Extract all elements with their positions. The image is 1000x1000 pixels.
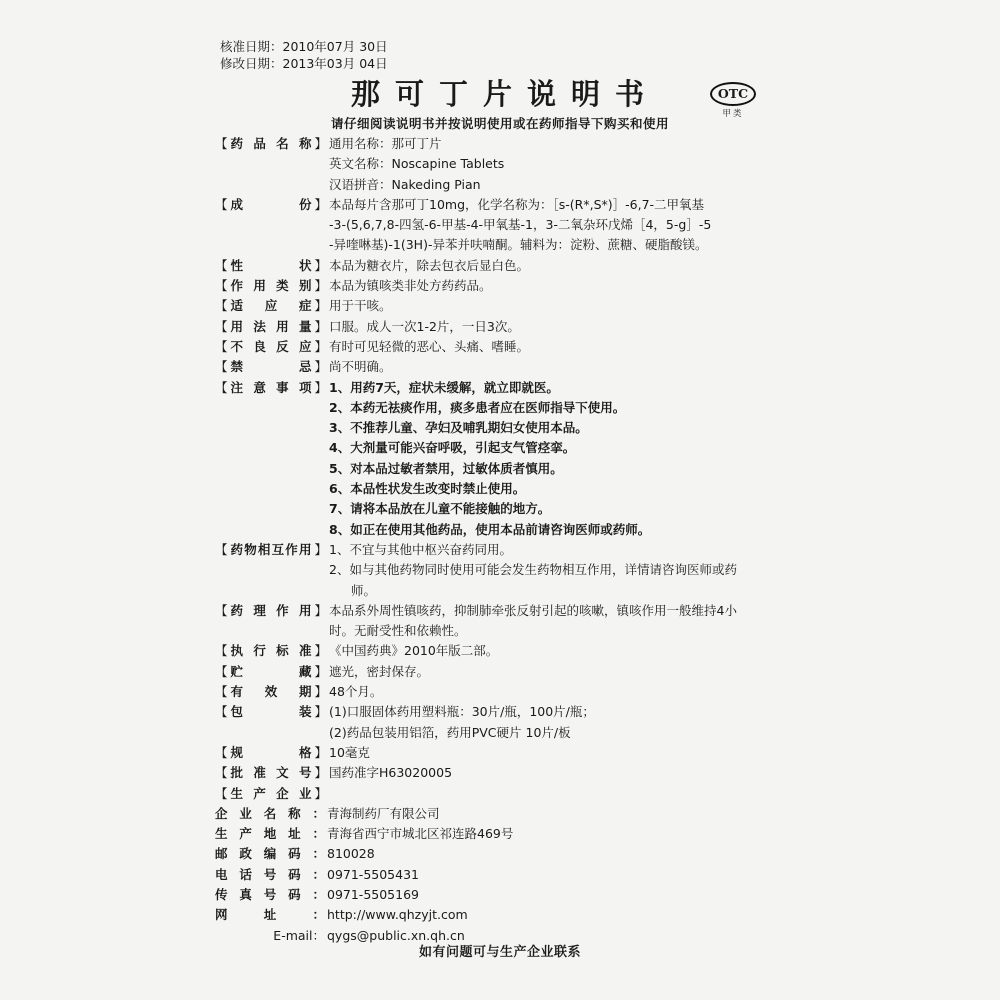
section-label-text: 适 应 症 xyxy=(230,298,312,314)
left-bracket: 【 xyxy=(215,602,228,618)
right-bracket: 】 xyxy=(314,379,327,395)
right-bracket: 】 xyxy=(314,765,327,781)
section-label-text: 作 用 类 别 xyxy=(230,278,312,294)
section-content xyxy=(329,337,785,357)
company-value: 810028 xyxy=(327,846,375,862)
right-bracket: 】 xyxy=(314,663,327,679)
section-line: (2)药品包装用铝箔，药用PVC硬片 10片/板 xyxy=(329,724,571,740)
right-bracket: 】 xyxy=(314,359,327,375)
section-line: 本品系外周性镇咳药，抑制肺牵张反射引起的咳嗽，镇咳作用一般维持4小 xyxy=(329,602,737,618)
section-line: 通用名称：那可丁片 xyxy=(329,136,442,151)
left-bracket: 【 xyxy=(215,278,228,294)
section-row xyxy=(215,743,785,763)
company-label: 邮 政 编 码 ： xyxy=(215,846,325,862)
section-line: 4、大剂量可能兴奋呼吸，引起支气管痉挛。 xyxy=(329,440,576,456)
section-label xyxy=(215,296,327,316)
section-line: -3-(5,6,7,8-四氢-6-甲基-4-甲氧基-1，3-二氧杂环戊烯［4，5-g］-5 xyxy=(329,217,712,233)
revision-date: 修改日期：2013年03月 04日 xyxy=(220,56,388,71)
section-content xyxy=(329,743,785,763)
section-row xyxy=(215,378,785,540)
section-label-text: 药 品 名 称 xyxy=(230,136,312,151)
section-row xyxy=(215,641,785,661)
section-row xyxy=(215,134,785,195)
section-label xyxy=(215,276,327,296)
right-bracket: 】 xyxy=(314,278,327,294)
left-bracket: 【 xyxy=(215,684,228,700)
section-line: 国药准字H63020005 xyxy=(329,765,453,781)
section-line: 师。 xyxy=(351,582,377,598)
section-line: 用于干咳。 xyxy=(329,298,392,314)
section-row xyxy=(215,337,785,357)
company-label: 企 业 名 称 ： xyxy=(215,805,325,821)
leaflet-sections xyxy=(215,134,785,946)
company-label: 传 真 号 码 ： xyxy=(215,886,325,902)
right-bracket: 】 xyxy=(314,643,327,659)
section-line: 2、如与其他药物同时使用可能会发生药物相互作用，详情请咨询医师或药 xyxy=(329,562,737,578)
section-label xyxy=(215,378,327,398)
section-label xyxy=(215,540,327,560)
section-line: 1、不宜与其他中枢兴奋药同用。 xyxy=(329,541,512,557)
section-label-text: 禁 忌 xyxy=(230,359,312,375)
section-label-text: 不 良 反 应 xyxy=(230,338,312,354)
section-content xyxy=(329,317,785,337)
section-label-text: 注 意 事 项 xyxy=(230,379,312,395)
section-row xyxy=(215,296,785,316)
section-row xyxy=(215,702,785,743)
approval-date: 核准日期：2010年07月 30日 xyxy=(220,39,388,54)
section-content xyxy=(329,702,785,743)
section-label xyxy=(215,784,327,804)
section-label-text: 药 理 作 用 xyxy=(230,602,312,618)
section-row xyxy=(215,256,785,276)
left-bracket: 【 xyxy=(215,196,228,212)
right-bracket: 】 xyxy=(314,136,327,151)
left-bracket: 【 xyxy=(215,643,228,659)
company-row xyxy=(215,804,785,824)
section-label xyxy=(215,702,327,722)
section-label-text: 有 效 期 xyxy=(230,684,312,700)
section-line: 2、本药无祛痰作用，痰多患者应在医师指导下使用。 xyxy=(329,399,626,415)
right-bracket: 】 xyxy=(314,684,327,700)
section-content xyxy=(329,378,785,540)
right-bracket: 】 xyxy=(314,338,327,354)
section-content xyxy=(329,763,785,783)
section-label xyxy=(215,357,327,377)
company-row xyxy=(215,824,785,844)
company-row xyxy=(215,905,785,925)
section-content xyxy=(329,682,785,702)
section-content xyxy=(329,134,785,195)
section-label xyxy=(215,682,327,702)
section-line: (1)口服固体药用塑料瓶：30片/瓶，100片/瓶； xyxy=(329,704,595,720)
right-bracket: 】 xyxy=(314,196,327,212)
section-line: 7、请将本品放在儿童不能接触的地方。 xyxy=(329,501,551,517)
company-row xyxy=(215,844,785,864)
left-bracket: 【 xyxy=(215,136,228,151)
section-label xyxy=(215,337,327,357)
company-value: 0971-5505431 xyxy=(327,866,419,882)
section-label-text: 贮 藏 xyxy=(230,663,312,679)
section-content xyxy=(329,641,785,661)
section-line: 8、如正在使用其他药品，使用本品前请咨询医师或药师。 xyxy=(329,521,651,537)
section-line: 3、不推荐儿童、孕妇及哺乳期妇女使用本品。 xyxy=(329,420,588,436)
section-label-text: 生 产 企 业 xyxy=(230,785,312,801)
left-bracket: 【 xyxy=(215,359,228,375)
section-line: 尚不明确。 xyxy=(329,359,392,375)
section-line: -异喹啉基)-1(3H)-异苯并呋喃酮。辅料为：淀粉、蔗糖、硬脂酸镁。 xyxy=(329,237,708,253)
section-line: 英文名称：Noscapine Tablets xyxy=(329,156,505,172)
otc-badge: OTC xyxy=(710,82,756,106)
section-content xyxy=(329,195,785,256)
company-value: 青海省西宁市城北区祁连路469号 xyxy=(327,826,514,842)
document-title: 那可丁片说明书 xyxy=(350,77,659,111)
reading-notice: 请仔细阅读说明书并按说明使用或在药师指导下购买和使用 xyxy=(330,116,669,131)
left-bracket: 【 xyxy=(215,257,228,273)
right-bracket: 】 xyxy=(314,602,327,618)
section-row xyxy=(215,662,785,682)
company-value: 0971-5505169 xyxy=(327,886,419,902)
section-content xyxy=(329,662,785,682)
left-bracket: 【 xyxy=(215,318,228,334)
section-label xyxy=(215,763,327,783)
section-row xyxy=(215,784,785,804)
section-label-text: 成 份 xyxy=(230,196,312,212)
section-line: 10毫克 xyxy=(329,744,370,760)
company-label: 网 址 ： xyxy=(215,907,325,923)
section-label xyxy=(215,256,327,276)
right-bracket: 】 xyxy=(314,257,327,273)
section-label-text: 包 装 xyxy=(230,704,312,720)
section-content xyxy=(329,540,785,601)
left-bracket: 【 xyxy=(215,298,228,314)
section-line: 时。无耐受性和依赖性。 xyxy=(329,623,467,639)
section-label xyxy=(215,317,327,337)
section-label-text: 执 行 标 准 xyxy=(230,643,312,659)
section-label xyxy=(215,601,327,621)
section-line: 6、本品性状发生改变时禁止使用。 xyxy=(329,481,526,497)
left-bracket: 【 xyxy=(215,379,228,395)
section-label-text: 规 格 xyxy=(230,744,312,760)
section-content xyxy=(329,256,785,276)
section-label xyxy=(215,134,327,154)
section-line: 口服。成人一次1-2片，一日3次。 xyxy=(329,318,520,334)
left-bracket: 【 xyxy=(215,765,228,781)
section-line: 遮光，密封保存。 xyxy=(329,663,430,679)
section-row xyxy=(215,276,785,296)
right-bracket: 】 xyxy=(314,541,327,557)
section-label xyxy=(215,662,327,682)
section-line: 5、对本品过敏者禁用，过敏体质者慎用。 xyxy=(329,460,563,476)
company-value: 青海制药厂有限公司 xyxy=(327,805,440,821)
right-bracket: 】 xyxy=(314,298,327,314)
company-contact-link[interactable]: qygs@public.xn.qh.cn xyxy=(327,927,465,943)
left-bracket: 【 xyxy=(215,663,228,679)
section-content xyxy=(329,276,785,296)
left-bracket: 【 xyxy=(215,541,228,557)
company-label: E-mail： xyxy=(273,927,325,943)
company-row xyxy=(215,865,785,885)
left-bracket: 【 xyxy=(215,744,228,760)
section-label xyxy=(215,641,327,661)
section-line: 本品为糖衣片，除去包衣后显白色。 xyxy=(329,257,530,273)
section-row xyxy=(215,357,785,377)
left-bracket: 【 xyxy=(215,338,228,354)
section-line: 本品每片含那可丁10mg，化学名称为：［s-(R*,S*)］-6,7-二甲氧基 xyxy=(329,196,705,212)
section-line: 1、用药7天，症状未缓解，就立即就医。 xyxy=(329,379,559,395)
otc-category: 甲类 xyxy=(722,109,744,119)
section-label xyxy=(215,743,327,763)
section-row xyxy=(215,317,785,337)
contact-notice: 如有问题可与生产企业联系 xyxy=(418,945,581,960)
section-content xyxy=(329,357,785,377)
section-content xyxy=(329,601,785,642)
section-label-text: 用 法 用 量 xyxy=(230,318,312,334)
company-contact-link[interactable]: http://www.qhzyjt.com xyxy=(327,907,468,923)
section-label-text: 批 准 文 号 xyxy=(230,765,312,781)
company-row xyxy=(215,885,785,905)
section-label-text: 性 状 xyxy=(230,257,312,273)
left-bracket: 【 xyxy=(215,785,228,801)
company-label: 生 产 地 址 ： xyxy=(215,826,325,842)
section-line: 本品为镇咳类非处方药药品。 xyxy=(329,278,492,294)
section-row xyxy=(215,682,785,702)
right-bracket: 】 xyxy=(314,318,327,334)
section-line: 有时可见轻微的恶心、头痛、嗜睡。 xyxy=(329,338,530,354)
right-bracket: 】 xyxy=(314,704,327,720)
section-row xyxy=(215,763,785,783)
section-row xyxy=(215,601,785,642)
section-line: 汉语拼音：Nakeding Pian xyxy=(329,176,481,192)
section-label xyxy=(215,195,327,215)
section-line: 《中国药典》2010年版二部。 xyxy=(329,643,499,659)
section-line: 48个月。 xyxy=(329,684,383,700)
section-row xyxy=(215,195,785,256)
section-content xyxy=(329,296,785,316)
left-bracket: 【 xyxy=(215,704,228,720)
right-bracket: 】 xyxy=(314,744,327,760)
section-label-text: 药 物 相 互 作 用 xyxy=(230,541,312,557)
section-row xyxy=(215,540,785,601)
approval-dates xyxy=(220,38,388,72)
right-bracket: 】 xyxy=(314,785,327,801)
company-label: 电 话 号 码 ： xyxy=(215,866,325,882)
